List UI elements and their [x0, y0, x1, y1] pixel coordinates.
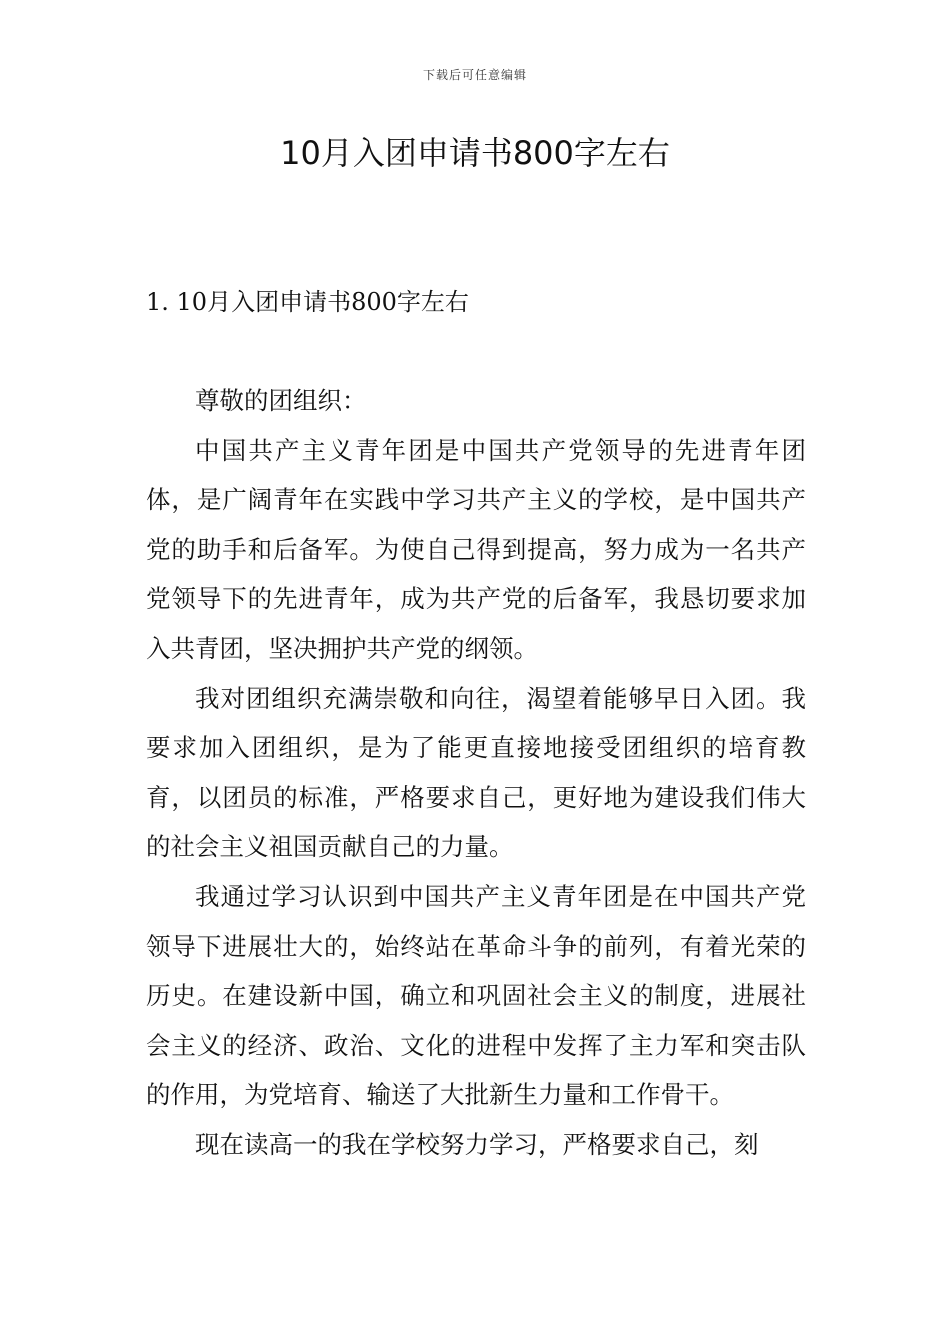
paragraph-3: 我通过学习认识到中国共产主义青年团是在中国共产党领导下进展壮大的，始终站在革命斗争的前列，有着光荣的历史。在建设新中国，确立和巩固社会主义的制度，进展社会主义的经济、政治、文化的进程中发挥了主力军和突击队的作用，为党培育、输送了大批新生力量和工作骨干。 — [146, 881, 806, 1110]
salutation: 尊敬的团组织： — [195, 386, 367, 415]
page-title: 10月入团申请书800字左右 — [280, 134, 670, 172]
paragraph-1: 中国共产主义青年团是中国共产党领导的先进青年团体，是广阔青年在实践中学习共产主义的学校，是中国共产党的助手和后备军。为使自己得到提高，努力成为一名共产党领导下的先进青年，成为共产党的后备军，我恳切要求加入共青团，坚决拥护共产党的纲领。 — [146, 435, 806, 663]
section-heading: 1. 10月入团申请书800字左右 — [146, 288, 469, 316]
paragraph-2: 我对团组织充满崇敬和向往，渴望着能够早日入团。我要求加入团组织，是为了能更直接地接受团组织的培育教育，以团员的标准，严格要求自己，更好地为建设我们伟大的社会主义祖国贡献自己的力量。 — [146, 683, 806, 862]
paragraph-4: 现在读高一的我在学校努力学习，严格要求自己，刻 — [195, 1129, 759, 1159]
body-text — [146, 376, 806, 1170]
header-note: 下载后可任意编辑 — [422, 68, 527, 82]
